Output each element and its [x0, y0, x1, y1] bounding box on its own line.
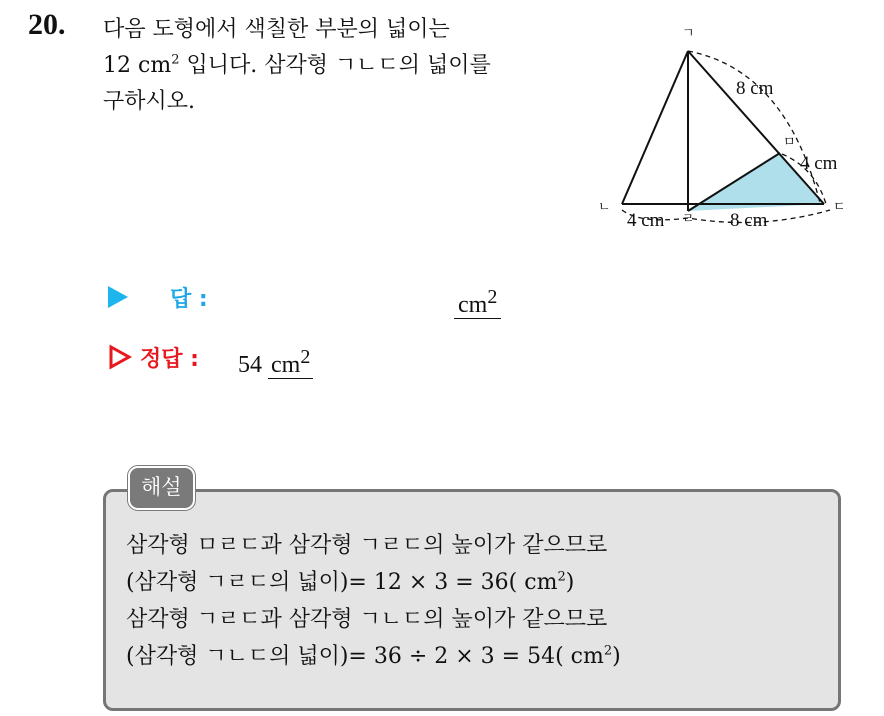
- answer-input-blank[interactable]: [454, 284, 501, 319]
- explanation-line-4-close: ): [612, 644, 621, 669]
- correct-unit-exponent: 2: [300, 346, 311, 368]
- outline-triangle-icon: [108, 344, 132, 370]
- label-right: ㄷ: [833, 200, 846, 215]
- answer-label: 답 :: [170, 287, 208, 312]
- explanation-line-2-text: (삼각형 ㄱㄹㄷ의 넓이)= 12 × 3 = 36( cm: [126, 570, 558, 595]
- correct-number: 54: [238, 352, 262, 378]
- area-unit-exponent: 2: [171, 52, 180, 68]
- question-line-2-rest: 입니다. 삼각형 ㄱㄴㄷ의 넓이를: [179, 53, 491, 78]
- question-line-3: 구하시오.: [103, 89, 196, 114]
- explanation-line-2-close: ): [565, 570, 575, 595]
- explanation-text: [126, 527, 826, 675]
- explanation-line-4: [126, 638, 826, 675]
- question-line-2: [103, 48, 573, 84]
- answer-row: [108, 282, 528, 318]
- correct-answer-value: [238, 344, 313, 378]
- length-foot-to-right: 8 cm: [730, 210, 768, 231]
- explanation-line-2-exponent: 2: [557, 569, 566, 585]
- correct-answer-label: 정답 :: [140, 347, 199, 372]
- length-mid-to-right: 4 cm: [800, 153, 838, 174]
- explanation-line-1: 삼각형 ㅁㄹㄷ과 삼각형 ㄱㄹㄷ의 높이가 같으므로: [126, 533, 608, 558]
- explanation-line-4-exponent: 2: [603, 643, 613, 659]
- area-unit: cm: [138, 53, 172, 78]
- length-left-to-foot: 4 cm: [627, 210, 665, 231]
- answer-unit-exponent: 2: [487, 286, 498, 308]
- label-foot: ㄹ: [682, 212, 695, 227]
- label-mid: ㅁ: [783, 135, 796, 150]
- triangle-edge-left: [622, 51, 688, 204]
- play-triangle-icon: [108, 286, 128, 308]
- label-top: ㄱ: [682, 26, 695, 41]
- answer-unit: cm: [458, 292, 488, 318]
- explanation-line-4-text: (삼각형 ㄱㄴㄷ의 넓이)= 36 ÷ 2 × 3 = 54( cm: [126, 644, 604, 669]
- length-top-to-mid: 8 cm: [736, 78, 774, 99]
- question-text: [103, 12, 573, 120]
- correct-answer-row: [108, 342, 528, 378]
- correct-unit-wrap: [268, 346, 313, 379]
- label-left: ㄴ: [598, 200, 611, 215]
- explanation-tag: 해설: [128, 466, 195, 510]
- question-number: 20.: [28, 8, 66, 41]
- triangle-figure: [590, 18, 870, 238]
- question-line-1: 다음 도형에서 색칠한 부분의 넓이는: [103, 17, 450, 42]
- explanation-line-3: 삼각형 ㄱㄹㄷ과 삼각형 ㄱㄴㄷ의 높이가 같으므로: [126, 607, 608, 632]
- explanation-line-2: [126, 564, 826, 601]
- correct-unit: cm: [271, 352, 301, 378]
- area-value: 12: [103, 53, 131, 78]
